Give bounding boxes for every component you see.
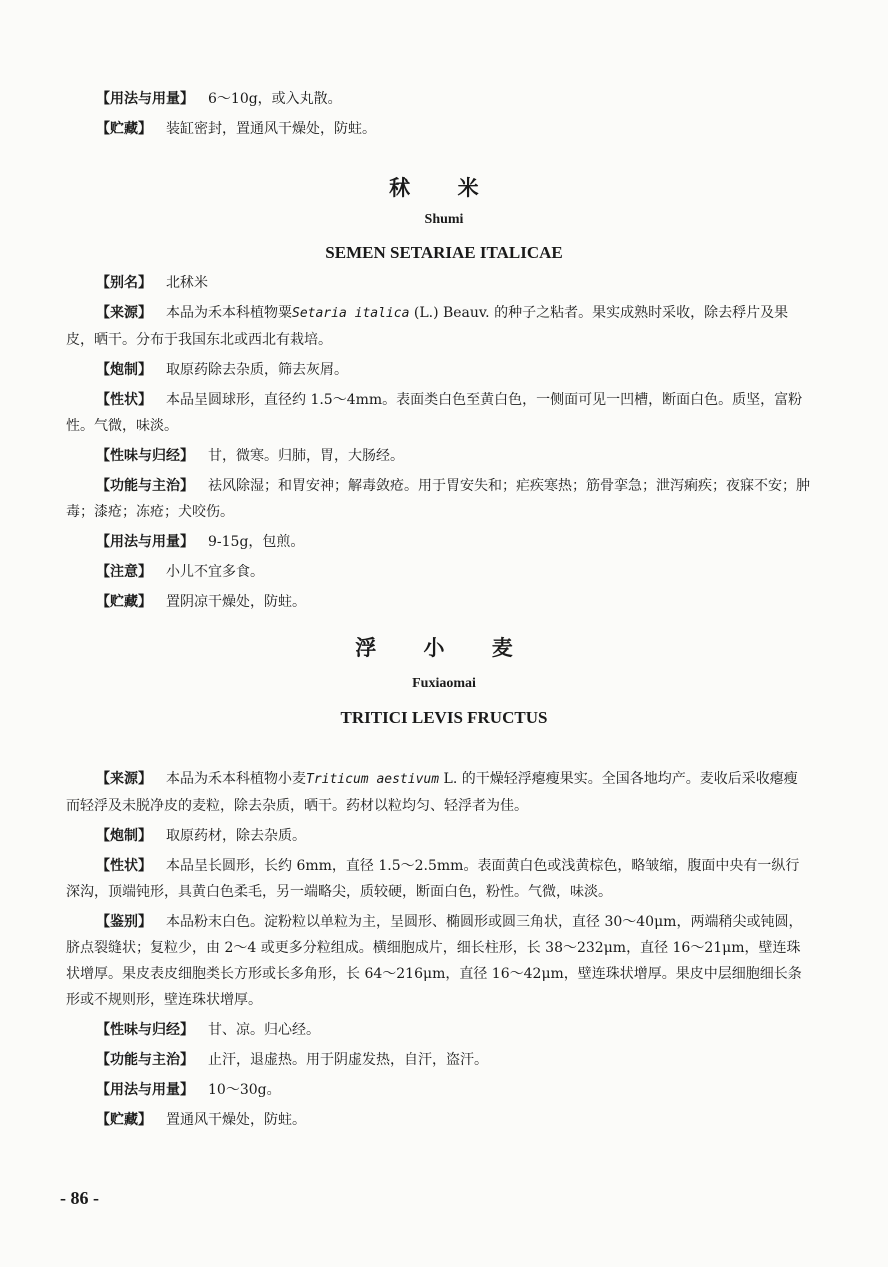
caution-line — [66, 559, 811, 585]
function-label: 【功能与主治】 — [96, 478, 194, 494]
source-paragraph — [66, 300, 811, 353]
source-text-b: L. 的干燥轻浮瘪瘦果实。全国各地均产。麦收后采收瘪瘦而轻浮及未脱净皮的麦粒，除去杂质，晒干。药材以粒均匀、轻浮者为佳。 — [66, 771, 798, 814]
source-text-a: 本品为禾本科植物粟 — [166, 305, 292, 321]
storage-line — [66, 1107, 811, 1133]
caution-label: 【注意】 — [96, 564, 152, 580]
function-label: 【功能与主治】 — [96, 1052, 194, 1068]
species-name: Triticum aestivum — [306, 772, 440, 787]
source-label: 【来源】 — [96, 305, 152, 321]
identification-paragraph — [66, 909, 811, 1013]
entry-latin-fuxiaomai: TRITICI LEVIS FRUCTUS — [340, 708, 548, 727]
function-paragraph — [66, 473, 811, 525]
processing-line — [66, 357, 811, 383]
nature-label: 【性味与归经】 — [96, 448, 194, 464]
entry-body-shumi — [66, 270, 811, 615]
species-name: Setaria italica — [292, 306, 410, 321]
processing-label: 【炮制】 — [96, 362, 152, 378]
character-paragraph — [66, 387, 811, 439]
processing-text: 取原药除去杂质，筛去灰屑。 — [166, 362, 348, 378]
usage-text: 9-15g，包煎。 — [208, 534, 305, 550]
function-text: 祛风除湿；和胃安神；解毒敛疮。用于胃安失和；疟疾寒热；筋骨挛急；泄泻痢疾；夜寐不安；肿毒；漆疮；冻疮；犬咬伤。 — [66, 478, 810, 520]
storage-label: 【贮藏】 — [96, 121, 152, 137]
entry-title-shumi: 秫 米 — [389, 176, 499, 200]
source-label: 【来源】 — [96, 771, 152, 787]
usage-line — [66, 1077, 811, 1103]
alias-label: 【别名】 — [96, 275, 152, 291]
alias-line — [66, 270, 811, 296]
usage-line — [66, 529, 811, 555]
usage-label: 【用法与用量】 — [96, 1082, 194, 1098]
character-label: 【性状】 — [96, 858, 152, 874]
usage-label: 【用法与用量】 — [96, 91, 194, 107]
caution-text: 小儿不宜多食。 — [166, 564, 264, 580]
alias-text: 北秫米 — [166, 275, 208, 291]
entry-pinyin-fuxiaomai: Fuxiaomai — [412, 676, 476, 691]
nature-line — [66, 1017, 811, 1043]
storage-text: 装缸密封，置通风干燥处，防蛀。 — [166, 121, 376, 137]
usage-text: 10～30g。 — [208, 1082, 281, 1098]
source-text-b: (L.) Beauv. 的种子之粘者。果实成熟时采收，除去稃片及果皮，晒干。分布于我国东北或西北有栽培。 — [66, 305, 789, 348]
entry-pinyin-shumi: Shumi — [424, 212, 464, 227]
function-line — [66, 1047, 811, 1073]
usage-label: 【用法与用量】 — [96, 534, 194, 550]
entry-title-fuxiaomai: 浮 小 麦 — [355, 636, 533, 660]
function-text: 止汗，退虚热。用于阴虚发热，自汗，盗汗。 — [208, 1052, 488, 1068]
storage-label: 【贮藏】 — [96, 594, 152, 610]
character-text: 本品呈圆球形，直径约 1.5～4mm。表面类白色至黄白色，一侧面可见一凹槽，断面白色。质坚，富粉性。气微，味淡。 — [66, 392, 803, 434]
processing-label: 【炮制】 — [96, 828, 152, 844]
usage-text: 6～10g，或入丸散。 — [208, 91, 342, 107]
nature-label: 【性味与归经】 — [96, 1022, 194, 1038]
character-paragraph — [66, 853, 811, 905]
source-text-a: 本品为禾本科植物小麦 — [166, 771, 306, 787]
nature-text: 甘，微寒。归肺，胃，大肠经。 — [208, 448, 404, 464]
page-number: - 86 - — [60, 1188, 99, 1208]
nature-line — [66, 443, 811, 469]
prev-usage-line — [66, 86, 811, 142]
character-text: 本品呈长圆形，长约 6mm，直径 1.5～2.5mm。表面黄白色或浅黄棕色，略皱缩，腹面中央有一纵行深沟，顶端钝形，具黄白色柔毛，另一端略尖，质较硬，断面白色，粉性。气微，味淡。 — [66, 858, 800, 900]
processing-line — [66, 823, 811, 849]
processing-text: 取原药材，除去杂质。 — [166, 828, 306, 844]
entry-latin-shumi: SEMEN SETARIAE ITALICAE — [325, 243, 563, 262]
storage-text: 置阴凉干燥处，防蛀。 — [166, 594, 306, 610]
storage-text: 置通风干燥处，防蛀。 — [166, 1112, 306, 1128]
nature-text: 甘、凉。归心经。 — [208, 1022, 320, 1038]
source-paragraph — [66, 766, 811, 819]
entry-body-fuxiaomai — [66, 766, 811, 1133]
character-label: 【性状】 — [96, 392, 152, 408]
storage-label: 【贮藏】 — [96, 1112, 152, 1128]
identification-label: 【鉴别】 — [96, 914, 152, 930]
identification-text: 本品粉末白色。淀粉粒以单粒为主，呈圆形、椭圆形或圆三角状，直径 30～40μm，两端稍尖或钝圆，脐点裂缝状；复粒少，由 2～4 或更多分粒组成。横细胞成片，细长柱形，长 38～232μm，直径 16～21μm，壁连珠状增厚。果皮表皮细胞类长方形或长多角形，长 64～216μm，直径 16～42μm，壁连珠状增厚。果皮中层细胞细长条形或不规则形，壁连珠状增厚。 — [66, 914, 803, 1008]
storage-line — [66, 589, 811, 615]
